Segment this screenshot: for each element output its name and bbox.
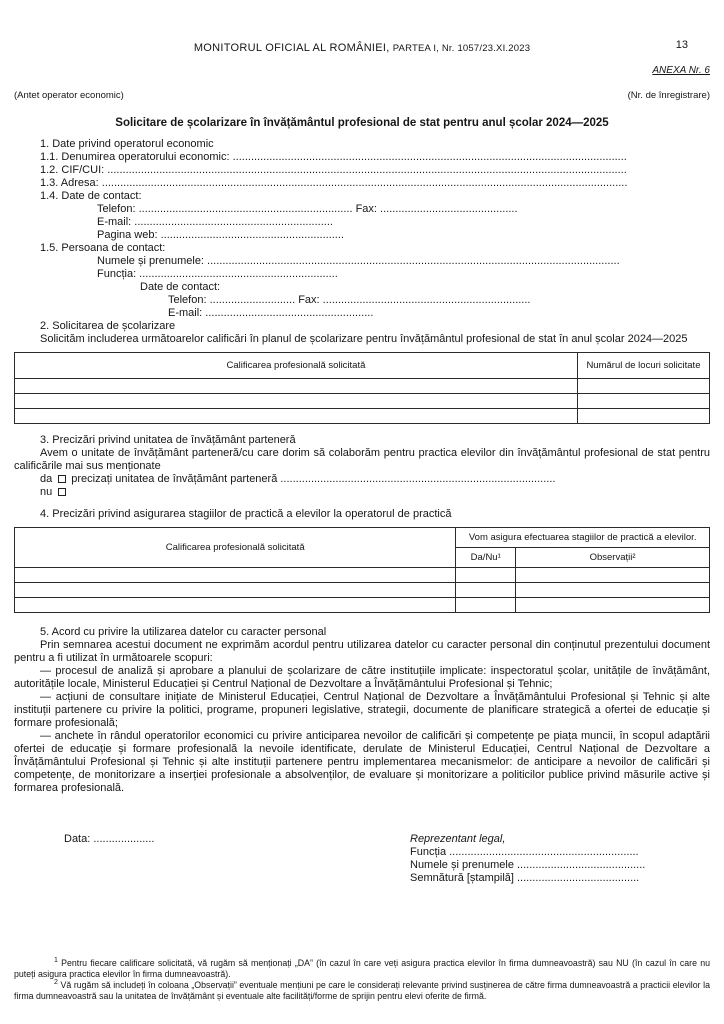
yes-no-cell [456,568,516,583]
qualification-cell [15,598,456,613]
partner-no-line [14,486,710,499]
qualification-column-header: Calificarea profesională solicitată [15,353,578,379]
no-label: nu [40,486,53,498]
practice-table-header-row-1 [15,528,710,548]
signature-position-line: Funcția .............................................................. [410,846,639,858]
field-contact-email: E-mail: ....................................................... [168,307,374,319]
qualification-column-header: Calificarea profesională solicitată [15,528,456,568]
qualification-cell [15,409,578,424]
field-webpage: Pagina web: ............................................................ [97,229,344,241]
field-contact-position: Funcția: ................................................................. [97,268,338,280]
contact-person-data-heading: Date de contact: [140,281,221,293]
footnote-1-marker: 1 [54,957,58,965]
field-cif-cui: 1.2. CIF/CUI: .......................................................................................................................................................................... [40,164,627,176]
operator-letterhead-note: (Antet operator economic) [14,90,124,101]
contact-person-heading: 1.5. Persoana de contact: [40,242,166,254]
page-number: 13 [675,39,688,51]
qualification-cell [15,394,578,409]
annex-label: ANEXA Nr. 6 [652,65,710,76]
document-title: Solicitare de școlarizare în învățământul profesional de stat pentru anul școlar 2024—2025 [115,117,609,129]
consent-bullet-2: — acțiuni de consultare inițiate de Ministerul Educației, Centrul Național de Dezvoltare a Învățământului Profesional și Tehnic și alte instituții partenere cu privire la politici, programe, propuneri legislative, strategii, documente de planificare strategică a ofertei de educație și formare profesională; [14,691,710,729]
yes-no-column-header: Da/Nu¹ [456,548,516,568]
partner-unit-text: precizați unitatea de învățământ parteneră .......................................................................................... [71,473,556,485]
journal-subtitle: PARTEA I, Nr. 1057/23.XI.2023 [392,43,531,54]
field-phone-fax: Telefon: ...................................................................... Fax: ............................................. [97,203,518,215]
annex-row [14,64,710,77]
section-2-heading: 2. Solicitarea de școlarizare [40,320,176,332]
table-row [15,568,710,583]
observations-cell [516,583,710,598]
qualification-cell [15,379,578,394]
legal-representative-label: Reprezentant legal, [410,833,506,845]
signature-stamp-line: Semnătură [ștampilă] ........................................ [410,872,640,884]
footnote-1-text: Pentru fiecare calificare solicitată, vă rugăm să menționați „DA” (în cazul în care veți asigura practica elevilor în firma dumneavoastră) sau NU (în cazul în care nu puteți asigura practica elevilor în firma dumneavoastră). [14,958,710,979]
signature-name-line: Numele și prenumele .......................................... [410,859,646,871]
yes-checkbox-icon [58,475,66,483]
section-3-paragraph: Avem o unitate de învățământ parteneră/cu care dorim să colaborăm pentru practica elevilor din învățământul profesional de stat pentru calificările mai sus menționate [14,447,710,472]
yes-label: da [40,473,53,485]
table-row [15,394,710,409]
contact-data-heading: 1.4. Date de contact: [40,190,142,202]
journal-header [14,39,710,55]
field-contact-name: Numele și prenumele: ....................................................................................................................................... [97,255,620,267]
partner-yes-line [14,473,710,486]
places-cell [577,394,709,409]
date-line: Data: .................... [64,833,155,845]
table-row [15,379,710,394]
footnote-2-text: Vă rugăm să includeți în coloana „Observații” eventuale mențiuni pe care le considerați relevante privind susținerea de către firma dumneavoastră a practicii elevilor la firma dumneavoastră sau la unitatea de învățământ și eventuale alte facilități/forme de sprijin pentru elevi oferite de firmă. [14,980,710,1001]
observations-cell [516,598,710,613]
section-5-heading: 5. Acord cu privire la utilizarea datelor cu caracter personal [40,626,327,638]
field-email: E-mail: ................................................................. [97,216,333,228]
section-2-paragraph: Solicităm includerea următoarelor calificări în planul de școlarizare pentru învățământul profesional de stat în anul școlar 2024—2025 [40,333,688,345]
observations-cell [516,568,710,583]
signature-block [14,833,710,885]
footnote-2-marker: 2 [54,979,58,987]
section-1 [14,138,710,320]
field-address: 1.3. Adresa: ............................................................................................................................................................................ [40,177,628,189]
journal-title: MONITORUL OFICIAL AL ROMÂNIEI, [193,42,390,54]
table-row [15,598,710,613]
practice-stages-table [14,527,710,613]
table-row [15,409,710,424]
table-row [15,583,710,598]
section-4-heading: 4. Precizări privind asigurarea stagiilor de practică a elevilor la operatorul de practică [40,508,452,520]
places-cell [577,409,709,424]
field-contact-phone-fax: Telefon: ............................ Fax: .................................................................... [168,294,531,306]
consent-bullet-1: — procesul de analiză și aprobare a planului de școlarizare de către instituțiile implicate: inspectoratul școlar, unitățile de învățământ, autoritățile locale, Ministerul Educației și Centrul Național de Dezvoltare a Învățământului Profesional și Tehnic; [14,665,710,690]
yes-no-cell [456,598,516,613]
no-checkbox-icon [58,488,66,496]
qualification-cell [15,568,456,583]
footnote-2 [14,980,710,1002]
practice-assurance-column-header: Vom asigura efectuarea stagiilor de practică a elevilor. [456,528,710,548]
consent-intro-paragraph: Prin semnarea acestui document ne exprimăm acordul pentru utilizarea datelor cu caracter personal din conținutul prezentului document pentru a fi utilizat în următoarele scopuri: [14,639,710,664]
qualification-cell [15,583,456,598]
registration-number-note: (Nr. de înregistrare) [627,90,710,101]
places-column-header: Numărul de locuri solicitate [577,353,709,379]
consent-bullet-3: — anchete în rândul operatorilor economici cu privire anticiparea nevoilor de calificări și competențe pe piața muncii, în scopul adaptării ofertei de educație și formare profesională la nevoile identificate, derulate de Ministerul Educației, Centrul Național de Dezvoltare a Învățământului Profesional și Tehnic și alte instituții partenere pentru implementarea mecanismelor: de anticipare a nevoilor de calificări și competențe, de monitorizare a inserției profesionale a absolvenților, de evaluare și monitorizare a politicilor publice privind măsurile active și formarea profesională. [14,730,710,794]
field-company-name: 1.1. Denumirea operatorului economic: ................................................................................................................................. [40,151,627,163]
qualifications-table [14,352,710,424]
section-3-heading: 3. Precizări privind unitatea de învățământ parteneră [40,434,296,446]
qualifications-table-header-row [15,353,710,379]
yes-no-cell [456,583,516,598]
observations-column-header: Observații² [516,548,710,568]
places-cell [577,379,709,394]
header-notes [14,89,710,102]
footnotes [14,958,710,1002]
footnote-1 [14,958,710,980]
legal-representative-block [410,833,648,885]
section-1-heading: 1. Date privind operatorul economic [40,138,214,150]
